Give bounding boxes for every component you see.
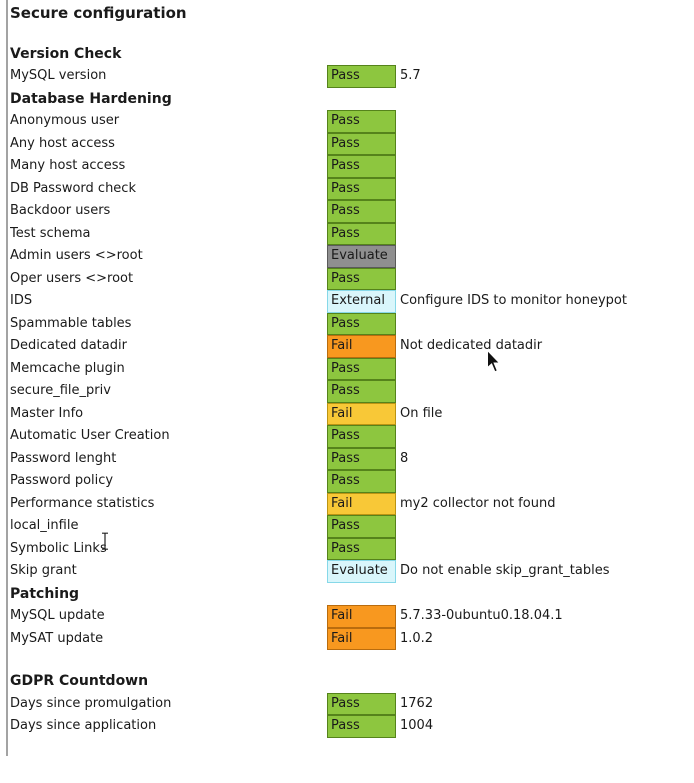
check-label: MySQL update: [10, 608, 105, 623]
check-row: [10, 155, 694, 178]
status-badge: Pass: [327, 538, 396, 561]
check-note: On file: [400, 405, 443, 421]
status-badge: Pass: [327, 178, 396, 201]
check-label: Symbolic Links: [10, 540, 107, 556]
section-heading: Patching: [10, 585, 80, 602]
table-left-border: [6, 0, 8, 756]
check-note: my2 collector not found: [400, 495, 556, 511]
check-row: [10, 223, 694, 246]
check-label: IDS: [10, 293, 33, 308]
check-label: Automatic User Creation: [10, 428, 170, 443]
check-label: MySQL version: [10, 68, 107, 83]
check-row: [10, 425, 694, 448]
check-label: Memcache plugin: [10, 360, 125, 376]
check-label: Password lenght: [10, 450, 117, 466]
check-label: Backdoor users: [10, 203, 111, 218]
status-badge: Pass: [327, 65, 396, 88]
check-row: [10, 693, 694, 716]
status-badge: Fail: [327, 628, 396, 651]
check-row: [10, 380, 694, 403]
section-heading: GDPR Countdown: [10, 673, 149, 689]
spacer: [10, 650, 694, 670]
check-row: [10, 403, 694, 426]
page-title: Secure configuration: [10, 4, 187, 22]
check-label: DB Password check: [10, 180, 136, 196]
check-label: Days since application: [10, 718, 157, 733]
check-row: [10, 110, 694, 133]
status-badge: External: [327, 290, 396, 313]
status-badge: Pass: [327, 715, 396, 738]
check-row: [10, 268, 694, 291]
secure-configuration-report: [10, 2, 694, 738]
section-heading: Database Hardening: [10, 90, 172, 107]
arrow-cursor: [486, 350, 502, 373]
ibeam-cursor: [100, 532, 110, 551]
check-note: 1004: [400, 718, 434, 733]
check-label: Test schema: [10, 225, 91, 241]
status-badge: Pass: [327, 200, 396, 223]
check-row: [10, 358, 694, 381]
check-row: [10, 560, 694, 583]
status-badge: Fail: [327, 605, 396, 628]
check-row: [10, 628, 694, 651]
check-row: [10, 313, 694, 336]
check-row: [10, 133, 694, 156]
check-label: local_infile: [10, 518, 79, 533]
check-label: Skip grant: [10, 563, 77, 578]
check-note: 8: [400, 450, 409, 466]
status-badge: Fail: [327, 335, 396, 358]
status-badge: Pass: [327, 448, 396, 471]
check-note: 1762: [400, 695, 434, 711]
check-label: Anonymous user: [10, 113, 120, 128]
check-note: 5.7: [400, 68, 421, 83]
status-badge: Pass: [327, 268, 396, 291]
status-badge: Pass: [327, 110, 396, 133]
report-body: [10, 43, 694, 738]
check-label: Many host access: [10, 158, 126, 173]
check-label: Password policy: [10, 473, 114, 488]
check-note: 5.7.33-0ubuntu0.18.04.1: [400, 608, 563, 623]
check-row: [10, 538, 694, 561]
check-label: Master Info: [10, 405, 84, 421]
check-label: Admin users <>root: [10, 248, 143, 263]
check-row: [10, 605, 694, 628]
check-label: Oper users <>root: [10, 270, 134, 286]
status-badge: Pass: [327, 425, 396, 448]
status-badge: Fail: [327, 493, 396, 516]
check-row: [10, 290, 694, 313]
status-badge: Evaluate: [327, 245, 396, 268]
check-note: 1.0.2: [400, 630, 434, 646]
status-badge: Pass: [327, 470, 396, 493]
section-heading: Version Check: [10, 45, 122, 62]
check-row: [10, 335, 694, 358]
check-row: [10, 200, 694, 223]
check-note: Not dedicated datadir: [400, 338, 543, 353]
check-row: [10, 178, 694, 201]
status-badge: Pass: [327, 133, 396, 156]
check-label: Performance statistics: [10, 495, 155, 511]
check-label: MySAT update: [10, 630, 104, 646]
check-row: [10, 515, 694, 538]
check-note: Do not enable skip_grant_tables: [400, 563, 610, 578]
check-label: Any host access: [10, 135, 115, 151]
check-row: [10, 448, 694, 471]
status-badge: Pass: [327, 155, 396, 178]
check-row: [10, 715, 694, 738]
status-badge: Pass: [327, 515, 396, 538]
check-row: [10, 493, 694, 516]
check-row: [10, 470, 694, 493]
status-badge: Pass: [327, 380, 396, 403]
check-label: Spammable tables: [10, 315, 132, 331]
check-note: Configure IDS to monitor honeypot: [400, 293, 627, 308]
status-badge: Pass: [327, 313, 396, 336]
status-badge: Fail: [327, 403, 396, 426]
check-label: Days since promulgation: [10, 695, 172, 711]
check-row: [10, 245, 694, 268]
status-badge: Pass: [327, 223, 396, 246]
status-badge: Pass: [327, 693, 396, 716]
spacer: [10, 25, 694, 43]
status-badge: Evaluate: [327, 560, 396, 583]
check-label: Dedicated datadir: [10, 338, 127, 353]
status-badge: Pass: [327, 358, 396, 381]
check-label: secure_file_priv: [10, 383, 111, 398]
check-row: [10, 65, 694, 88]
